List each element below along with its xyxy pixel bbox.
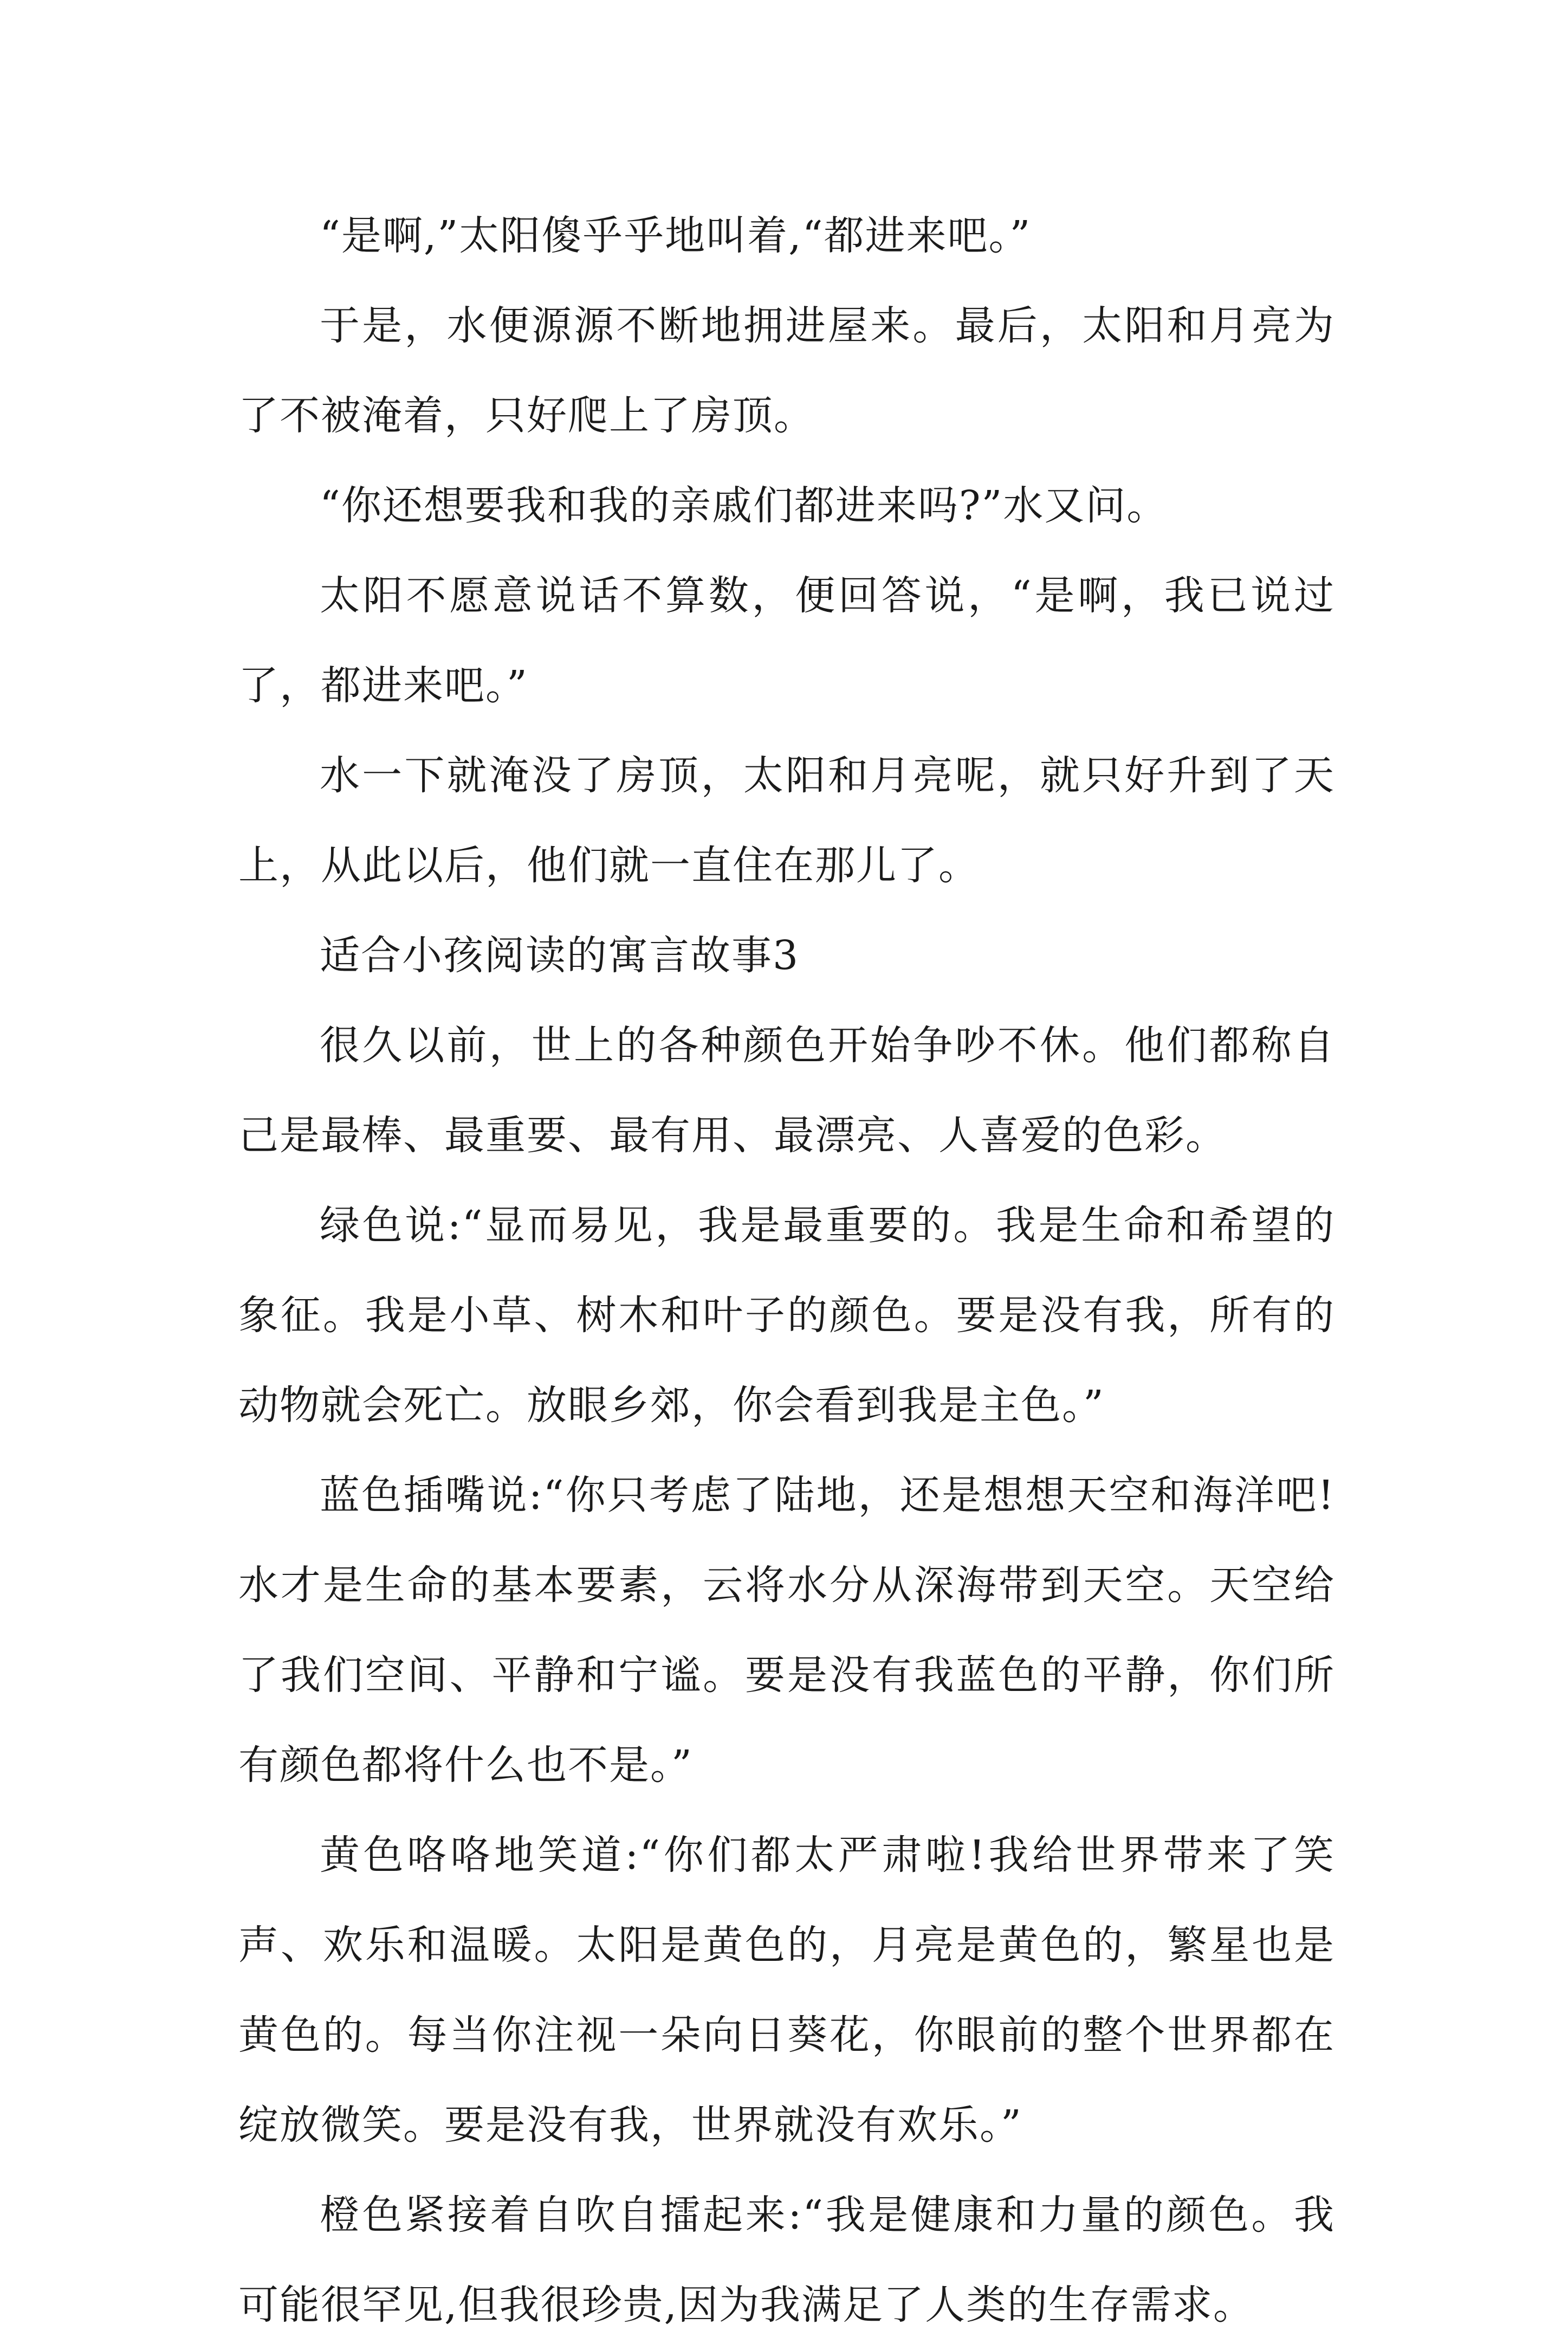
paragraph: “是啊,”太阳傻乎乎地叫着,“都进来吧。”	[320, 212, 1032, 259]
paragraph: 很久以前，世上的各种颜色开始争吵不休。他们都称自己是最棒、最重要、最有用、最漂亮、人喜爱的色彩。	[238, 1022, 1335, 1159]
section-heading: 适合小孩阅读的寓言故事3	[320, 932, 800, 979]
paragraph: “你还想要我和我的亲戚们都进来吗?”水又问。	[320, 482, 1168, 529]
paragraph: 于是，水便源源不断地拥进屋来。最后，太阳和月亮为了不被淹着，只好爬上了房顶。	[238, 302, 1335, 439]
paragraph: 水一下就淹没了房顶，太阳和月亮呢，就只好升到了天上，从此以后，他们就一直住在那儿了。	[238, 752, 1335, 889]
document-body	[238, 191, 1335, 2350]
paragraph: 太阳不愿意说话不算数，便回答说，“是啊，我已说过了，都进来吧。”	[238, 572, 1335, 709]
paragraph: 蓝色插嘴说:“你只考虑了陆地，还是想想天空和海洋吧!水才是生命的基本要素，云将水分从深海带到天空。天空给了我们空间、平静和宁谧。要是没有我蓝色的平静，你们所有颜色都将什么也不是。”	[238, 1472, 1335, 1789]
paragraph: 橙色紧接着自吹自擂起来:“我是健康和力量的颜色。我可能很罕见,但我很珍贵,因为我满足了人类的生存需求。	[238, 2192, 1335, 2328]
paragraph: 黄色咯咯地笑道:“你们都太严肃啦!我给世界带来了笑声、欢乐和温暖。太阳是黄色的，月亮是黄色的，繁星也是黄色的。每当你注视一朵向日葵花，你眼前的整个世界都在绽放微笑。要是没有我，世界就没有欢乐。”	[238, 1832, 1335, 2148]
paragraph: 绿色说:“显而易见，我是最重要的。我是生命和希望的象征。我是小草、树木和叶子的颜色。要是没有我，所有的动物就会死亡。放眼乡郊，你会看到我是主色。”	[238, 1202, 1335, 1429]
